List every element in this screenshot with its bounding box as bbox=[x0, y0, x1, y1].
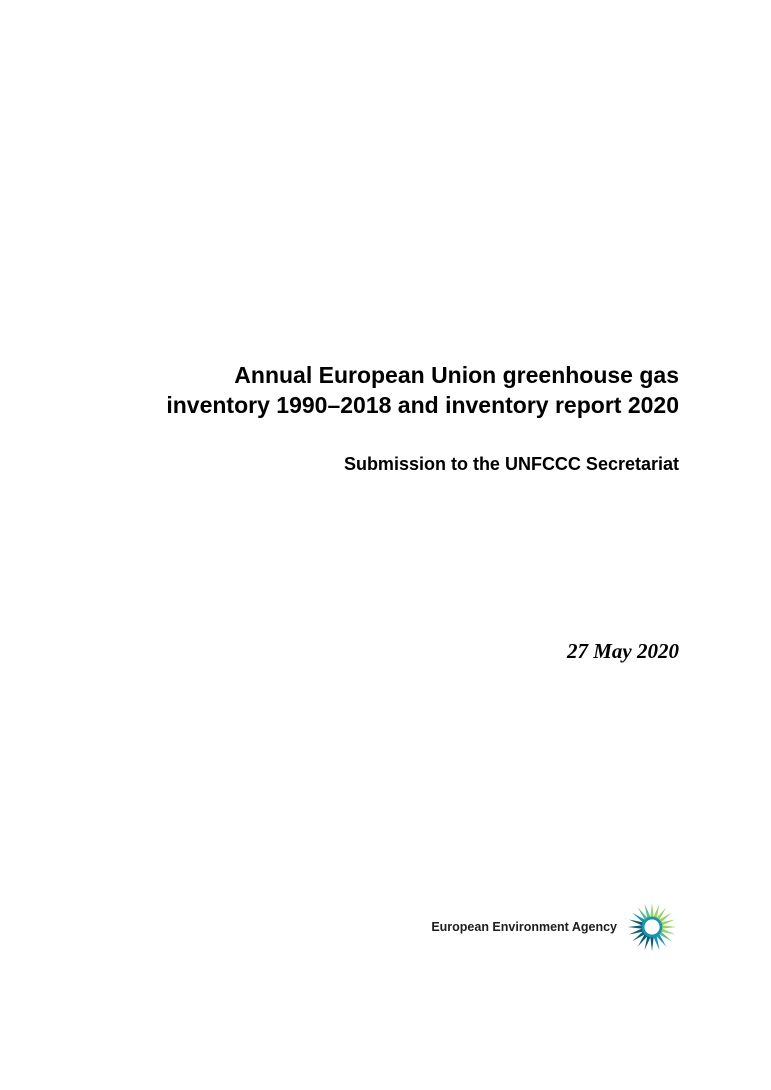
eea-logo bbox=[431, 902, 679, 952]
title-line-1: Annual European Union greenhouse gas bbox=[234, 362, 679, 388]
document-subtitle: Submission to the UNFCCC Secretariat bbox=[343, 454, 679, 474]
document-title bbox=[39, 360, 679, 420]
eea-logo-text: European Environment Agency bbox=[431, 920, 617, 934]
title-line-2: inventory 1990–2018 and inventory report 2020 bbox=[166, 392, 679, 418]
document-date: 27 May 2020 bbox=[567, 639, 679, 663]
eea-sun-logo-icon bbox=[625, 900, 679, 954]
